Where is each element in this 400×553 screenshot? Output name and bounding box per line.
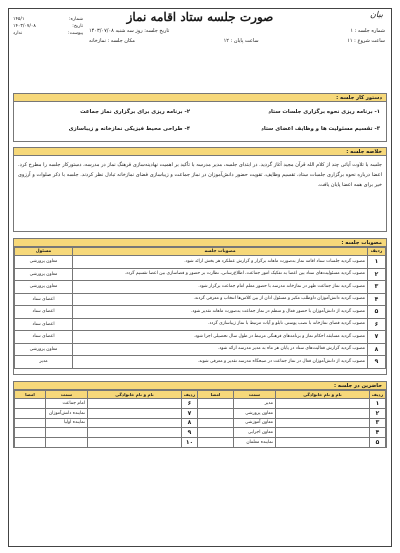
attendee-name [88,399,182,409]
column-header: نام و نام خانوادگی [276,391,370,399]
attendee-role [46,438,88,448]
table-row [15,428,386,438]
resolution-text: مصوب گردید نماز جماعت ظهر در نمازخانه مدرسه با حضور معلم امام جماعت برگزار شود. [73,281,368,294]
row-number: ۳ [370,418,386,428]
attendee-name [88,418,182,428]
row-number: ۸ [368,343,386,356]
responsible-cell: اعضای ستاد [15,293,73,306]
signature-cell[interactable] [198,438,234,448]
attendee-name [88,438,182,448]
session-date: تاریخ جلسه: روز سه شنبه ۱۴۰۳/۰۷/۰۸ [89,28,170,34]
signature-cell[interactable] [15,399,46,409]
resolutions-box [13,247,387,375]
row-number: ۷ [182,408,198,418]
letter-number-row: شماره: ۱۴۵/۱ [13,17,83,22]
attendee-role: امام جماعت [46,399,88,409]
agenda-item: ۳- تقسیم مسئولیت ها و وظایف اعضای ستاد [261,126,380,132]
row-number: ۷ [368,331,386,344]
responsible-cell: اعضای ستاد [15,306,73,319]
letter-meta [13,16,83,38]
resolution-text: مصوب گردید مسئولیت‌های ستاد بین اعضا به تفکیک امور جماعت، اطلاع‌رسانی، نظارت بر حضور و فضاسازی بین اعضا تقسیم گردد. [73,268,368,281]
session-number: شماره جلسه : ۱ [350,28,385,34]
row-number: ۶ [368,318,386,331]
responsible-cell: اعضای ستاد [15,318,73,331]
responsible-cell: مدیر [15,356,73,369]
attendee-name [88,408,182,418]
summary-heading: خلاصه جلسه : [13,147,387,156]
agenda-item: ۲- برنامه ریزی برای برگزاری نماز جماعت [80,109,190,115]
column-header: ردیف [370,391,386,399]
signature-cell[interactable] [15,428,46,438]
table-row [15,399,386,409]
signature-cell[interactable] [15,438,46,448]
table-header-row [15,391,386,399]
row-number: ۱ [368,256,386,269]
resolution-text: مصوب گردید مسابقه احکام نماز و برنامه‌های فرهنگی مرتبط در طول سال تحصیلی اجرا شود. [73,331,368,344]
row-number: ۴ [370,428,386,438]
attendee-role [46,428,88,438]
column-header: ردیف [182,391,198,399]
agenda-item: ۴- طراحی محیط فیزیکی نمازخانه و زیباسازی [68,126,190,132]
table-row [15,356,386,369]
responsible-cell: معاون پرورشی [15,268,73,281]
attendee-name [276,428,370,438]
row-number: ۵ [370,438,386,448]
table-row [15,293,386,306]
attendee-name [276,408,370,418]
summary-box [13,156,387,232]
column-header: سمت [46,391,88,399]
row-number: ۱ [370,399,386,409]
column-header: مصوبات جلسه [73,248,368,256]
row-number: ۵ [368,306,386,319]
signature-cell[interactable] [198,428,234,438]
table-row [15,306,386,319]
attendees-heading: حاضرین در جلسه : [13,381,387,390]
agenda-item: ۱- برنامه ریزی نحوه برگزاری جلسات ستاد [268,109,380,115]
attendee-role: معاون اجرایی [234,428,276,438]
session-location: مکان جلسه : نمازخانه [89,38,135,44]
attendee-name [88,428,182,438]
resolution-text: مصوب گردید فضای نمازخانه با نصب پوستر، تابلو و آیات مرتبط با نماز زیباسازی گردد. [73,318,368,331]
resolution-text: مصوب گردید از دانش‌آموزان فعال در نماز جماعت در صبحگاه مدرسه تقدیر و معرفی شوند. [73,356,368,369]
table-row [15,331,386,344]
letter-attachment-row: پیوست: ندارد [13,31,83,37]
table-header-row [15,248,386,256]
agenda-box [13,102,387,142]
signature-cell[interactable] [15,418,46,428]
responsible-cell: معاون پرورشی [15,256,73,269]
signature-cell[interactable] [198,399,234,409]
table-row [15,268,386,281]
table-row [15,343,386,356]
row-number: ۸ [182,418,198,428]
letter-date-row: تاریخ: ۱۴۰۳/۰۷/۰۸ [13,24,83,30]
column-header: امضا [15,391,46,399]
responsible-cell: معاون پرورشی [15,281,73,294]
resolution-text: مصوب گردید جلسات ستاد اقامه نماز به‌صورت ماهانه برگزار و گزارش عملکرد هر بخش ارائه شود. [73,256,368,269]
attendee-name [276,418,370,428]
table-row [15,256,386,269]
summary-text: جلسه با تلاوت آیاتی چند از کلام الله قرآن مجید آغاز گردید. در ابتدای جلسه، مدیر مدرسه با تأکید بر اهمیت نهادینه‌سازی فرهنگ نماز در مدرسه، دستورکار جلسه را مطرح کرد. اعضا درباره نحوه برگزاری جلسات ستاد، تقسیم وظایف، تقویت حضور دانش‌آموزان در نماز جماعت و زیباسازی فضای نمازخانه تبادل نظر کردند. جلسه با ذکر صلوات و آرزوی خیر برای همه اعضا پایان یافت. [18,162,382,189]
responsible-cell: اعضای ستاد [15,331,73,344]
attendee-role: مدیر [234,399,276,409]
attendees-box [13,390,387,448]
row-number: ۶ [182,399,198,409]
table-row [15,418,386,428]
session-meta-row-2 [89,38,385,44]
column-header: ردیف [368,248,386,256]
table-row [15,408,386,418]
signature-cell[interactable] [198,418,234,428]
logo: بیان [370,10,383,19]
column-header: سمت [234,391,276,399]
column-header: مسئول [15,248,73,256]
document-page [8,8,392,547]
attendee-name [276,399,370,409]
start-time: ساعت شروع : ۱۱ [347,38,385,44]
table-row [15,318,386,331]
signature-cell[interactable] [198,408,234,418]
resolutions-table [14,247,386,369]
row-number: ۱۰ [182,438,198,448]
attendee-role: نماینده معلمان [234,438,276,448]
signature-cell[interactable] [15,408,46,418]
attendees-table [14,390,386,448]
agenda-heading: دستور کار جلسه : [13,93,387,102]
row-number: ۹ [182,428,198,438]
resolution-text: مصوب گردید از دانش‌آموزان با حضور فعال و منظم در نماز جماعت به‌صورت ماهانه تقدیر شود. [73,306,368,319]
row-number: ۲ [368,268,386,281]
row-number: ۳ [368,281,386,294]
attendee-role: معاون آموزشی [234,418,276,428]
column-header: امضا [198,391,234,399]
document-title: صورت جلسه ستاد اقامه نماز [126,10,274,24]
column-header: نام و نام خانوادگی [88,391,182,399]
row-number: ۹ [368,356,386,369]
end-time: ساعت پایان : ۱۲ [223,38,259,44]
attendee-role: نماینده دانش‌آموزان [46,408,88,418]
responsible-cell: معاون پرورشی [15,343,73,356]
table-row [15,438,386,448]
session-meta-row-1 [89,28,385,34]
row-number: ۲ [370,408,386,418]
row-number: ۴ [368,293,386,306]
resolutions-heading: مصوبات جلسه : [13,238,387,247]
attendee-role: معاون پرورشی [234,408,276,418]
resolution-text: مصوب گردید دانش‌آموزان داوطلب مکبر و مسئول اذان از بین کلاس‌ها انتخاب و معرفی گردند. [73,293,368,306]
table-row [15,281,386,294]
attendee-role: نماینده اولیا [46,418,88,428]
attendee-name [276,438,370,448]
resolution-text: مصوب گردید گزارش فعالیت‌های ستاد در پایان هر ماه به مدیر مدرسه ارائه شود. [73,343,368,356]
